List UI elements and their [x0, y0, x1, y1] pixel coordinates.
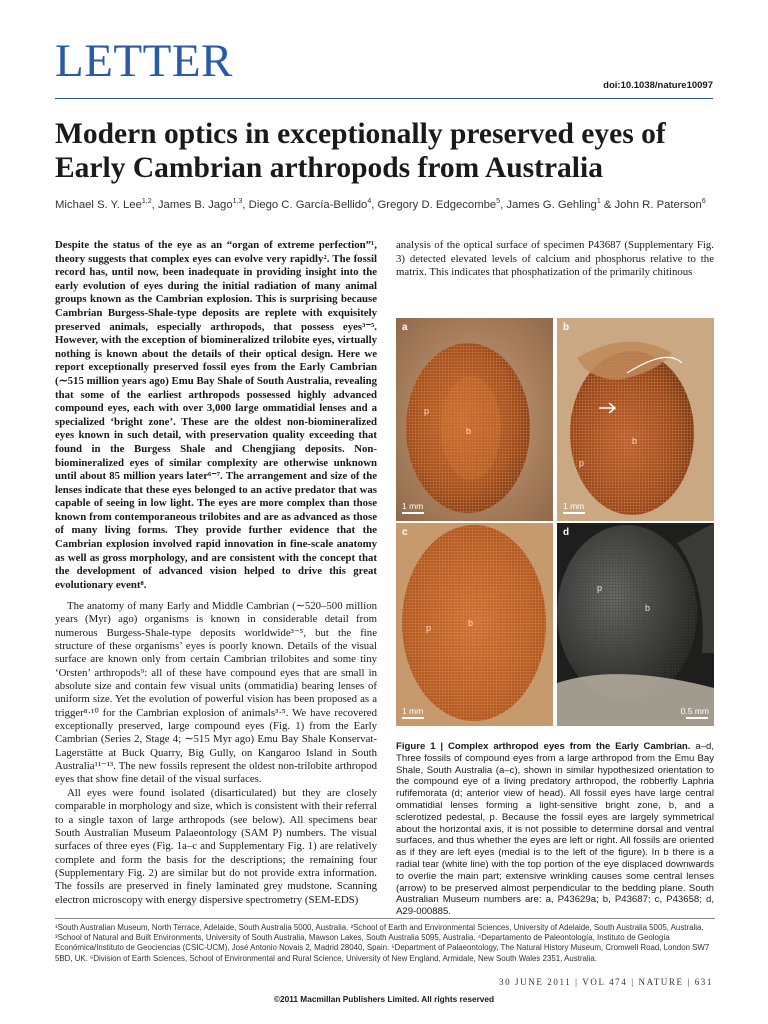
- fossil-eye-image: [396, 318, 553, 521]
- scale-label: 1 mm: [402, 706, 424, 716]
- panel-letter: c: [402, 527, 408, 538]
- scale-label: 0.5 mm: [680, 706, 709, 716]
- figure-panel-b: [557, 318, 714, 521]
- header-rule: [55, 98, 713, 99]
- label-bright-zone: b: [645, 603, 651, 613]
- figure-panel-a: [396, 318, 553, 521]
- author-name: Michael S. Y. Lee: [55, 198, 142, 211]
- affiliation-footnotes: ¹South Australian Museum, North Terrace, Adelaide, South Australia 5000, Australia. ²School of Earth and Environmental Sciences, University of Adelaide, South Australia 5005, Australia. ³School of Natural and Built Environments, University of South Australia, Mawson Lakes, South Australia 5095, Australia. ⁴Departamento de Paleontología, Instituto de Geología Económica/Instituto de Geociencias (CSIC-UCM), José Antonio Novais 2, Madrid 28040, Spain. ⁵Department of Palaeontology, The Natural History Museum, Cromwell Road, London SW7 5BD, UK. ⁶Division of Earth Sciences, School of Environmental and Rural Science, University of New England, Armidale, New South Wales 2351, Australia.: [55, 923, 710, 963]
- author-affiliation: 1: [596, 198, 601, 205]
- copyright-notice: ©2011 Macmillan Publishers Limited. All rights reserved: [273, 994, 495, 1004]
- author-name: Diego C. García-Bellido: [248, 198, 368, 211]
- figure-caption: [396, 741, 714, 918]
- caption-label: Figure 1 | Complex arthropod eyes from the Early Cambrian.: [396, 741, 691, 752]
- doi-link[interactable]: doi:10.1038/nature10097: [603, 80, 713, 91]
- figure-panel-c: [396, 523, 553, 726]
- section-label: LETTER: [55, 35, 233, 87]
- abstract: Despite the status of the eye as an “organ of extreme perfection”¹, theory suggests that complex eyes can evolve very rapidly². The fossil record has, until now, been inadequate in providing insight into the early evolution of eyes during the initial radiation of many animal groups known as the Cambrian explosion. This is surprising because Cambrian Burgess-Shale-type deposits are replete with exquisitely preserved animals, especially arthropods, that possess eyes³⁻⁵. However, with the exception of biomineralized trilobite eyes, virtually nothing is known about the details of their optical design. Here we report exceptionally preserved fossil eyes from the Early Cambrian (∼515 million years ago) Emu Bay Shale of South Australia, revealing that some of the earliest arthropods possessed highly advanced compound eyes, each with over 3,000 large ommatidial lenses and a specialized ‘bright zone’. These are the oldest non-biomineralized eyes known in such detail, with preservation quality exceeding that found in the Burgess Shale and Chengjiang deposits. Non-biomineralized eyes of similar complexity are otherwise unknown until about 85 million years later⁶⁻⁷. The arrangement and size of the lenses indicate that these eyes belonged to an active predator that was capable of seeing in low light. The eyes are more complex than those known from contemporaneous trilobites and are as advanced as those of many living forms. They provide further evidence that the Cambrian explosion involved rapid innovation in fine-scale anatomy as well as gross morphology, and are consistent with the concept that the development of advanced vision helped to drive this great evolutionary event⁸.: [55, 239, 377, 591]
- scale-bar: [686, 717, 708, 719]
- journal-info: 30 JUNE 2011 | VOL 474 | NATURE | 631: [498, 977, 713, 987]
- article-title: Modern optics in exceptionally preserved eyes of Early Cambrian arthropods from Australia: [55, 118, 666, 184]
- robberfly-eye-image: [557, 523, 714, 726]
- figure-panel-d: [557, 523, 714, 726]
- author-name: James G. Gehling: [506, 198, 597, 211]
- panel-letter: b: [563, 322, 570, 333]
- fossil-eye-image: [396, 523, 553, 726]
- footnote-rule: [55, 918, 715, 919]
- body-text-left: [55, 600, 377, 907]
- scale-bar: [563, 512, 585, 514]
- caption-text: a–d, Three fossils of compound eyes from a large arthropod from the Emu Bay Shale, South Australia (a–c), shown in similar hypothesized orientation to the compound eye of a living predatory arthropod, the robberfly Laphria rufifemorata (d; anterior view of head). All fossil eyes have large central ommatidial lenses forming a light-sensitive bright zone, b, and a sclerotized pedestal, p. Because the fossil eyes are largely symmetrical about the horizontal axis, it is not possible to determine dorsal and ventral surfaces, and thus whether the eyes are left or right. All fossils are oriented as if they are left eyes (medial is to the left of the figure). In b there is a radial tear (white line) with the top portion of the eye displaced downwards to overlie the main part; extensive wrinkling causes some central lenses (arrow) to be preserved almost perpendicular to the bedding plane. South Australian Museum numbers are: a, P43629a; b, P43687; c, P43658; d, A29-000885.: [396, 741, 714, 918]
- scale-bar: [402, 512, 424, 514]
- label-pedestal: p: [579, 458, 585, 468]
- label-pedestal: p: [426, 623, 432, 633]
- author-affiliation: 4: [367, 198, 372, 205]
- label-pedestal: p: [597, 583, 603, 593]
- author-list: Michael S. Y. Lee$^{1,2}$, James B. Jago$^{1,3}$, Diego C. García-Bellido$^4$, Gregory D. Edgecombe$^5$, James G. Gehling$^1$ & John R. Paterson$^6$: [55, 198, 706, 211]
- author-affiliation: 1,2: [141, 198, 152, 205]
- label-pedestal: p: [424, 406, 430, 416]
- scale-bar: [402, 717, 424, 719]
- figure-1: [396, 318, 714, 726]
- body-paragraph: The anatomy of many Early and Middle Cambrian (∼520–500 million years (Myr) ago) organisms is known in considerable detail from numerous Burgess-Shale-type deposits worldwide³⁻⁵, but the fine structure of these organisms’ eyes is poorly known. Details of the visual surface are known only from certain Cambrian trilobites and some tiny ‘Orsten’ arthropods⁹: all of these have compound eyes that are small in absolute size and contain few visual units (ommatidia) bearing lenses of uniform size. Yet the evolution of powerful vision has been proposed as a trigger⁸·¹⁰ for the Cambrian explosion of animals³·⁵. We have recovered exceptionally preserved, large compound eyes (Fig. 1) from the Early Cambrian (Series 2, Stage 4; ∼515 Myr ago) Emu Bay Shale Konservat-Lagerstätte at Buck Quarry, Big Gully, on Kangaroo Island in South Australia¹¹⁻¹³. The new fossils represent the oldest non-trilobite arthropod eyes that show fine detail of the visual surfaces.: [55, 600, 377, 786]
- scale-label: 1 mm: [402, 501, 424, 511]
- panel-letter: a: [402, 322, 408, 333]
- author-name: John R. Paterson: [614, 198, 702, 211]
- label-bright-zone: b: [466, 426, 472, 436]
- author-affiliation: 6: [701, 198, 706, 205]
- author-affiliation: 5: [496, 198, 501, 205]
- label-bright-zone: b: [468, 618, 474, 628]
- body-text-right: analysis of the optical surface of specimen P43687 (Supplementary Fig. 3) detected elevated levels of calcium and phosphorus relative to the matrix. This indicates that phosphatization of the primarily chitinous: [396, 239, 714, 279]
- author-name: Gregory D. Edgecombe: [377, 198, 497, 211]
- author-name: James B. Jago: [157, 198, 233, 211]
- scale-label: 1 mm: [563, 501, 585, 511]
- panel-letter: d: [563, 527, 570, 538]
- fossil-eye-image: [557, 318, 714, 521]
- body-paragraph: All eyes were found isolated (disarticulated) but they are closely comparable in morphology and size, which is consistent with their referral to a single taxon of large arthropods (see below). All specimens bear South Australian Museum Palaeontology (SAM P) numbers. The visual surfaces of three eyes (Fig. 1a–c and Supplementary Fig. 1) are relatively complete and form the basis for the descriptions; the remaining four (Supplementary Fig. 2) are similar but do not provide extra information. The fossils are preserved in finely laminated grey mudstone. Scanning electron microscopy with energy dispersive spectrometry (SEM-EDS): [55, 786, 377, 906]
- author-affiliation: 1,3: [232, 198, 243, 205]
- label-bright-zone: b: [632, 436, 638, 446]
